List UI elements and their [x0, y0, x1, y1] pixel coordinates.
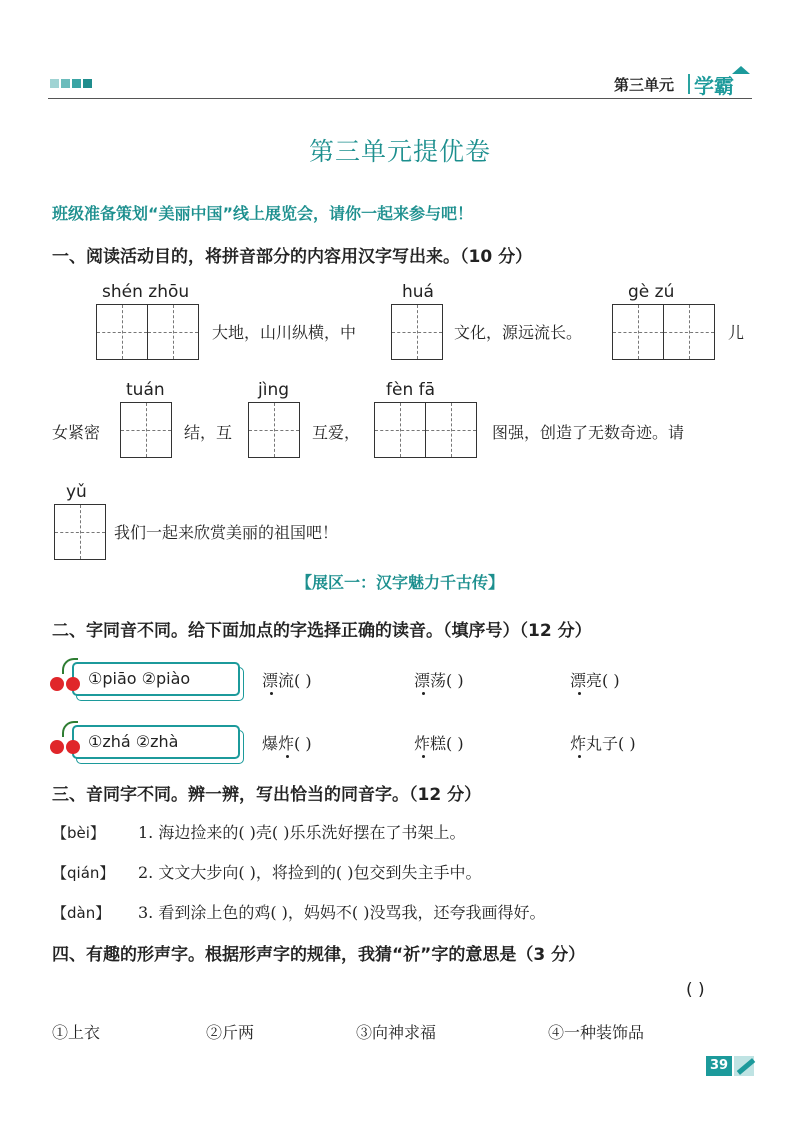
option-box-zha: ①zhá ②zhà — [72, 725, 240, 759]
q3-sentence-2: 2. 文文大步向( )，将捡到的( )包交到失主手中。 — [138, 863, 482, 882]
q3-sentence-3: 3. 看到涂上色的鸡( )，妈妈不( )没骂我，还夸我画得好。 — [138, 903, 546, 922]
cherry-stem-icon — [62, 658, 78, 674]
writing-box-jing[interactable] — [248, 402, 300, 458]
pinyin-jing: jìng — [258, 380, 290, 400]
writing-box-fenfa[interactable] — [374, 402, 477, 458]
q3-tag-dan: 【dàn】 — [52, 904, 111, 922]
header-square-2 — [61, 79, 70, 88]
cherry-icon — [50, 677, 64, 691]
pinyin-yu: yǔ — [66, 482, 87, 502]
emphasis-dot — [270, 692, 273, 695]
q4-choice-1: ①上衣 — [52, 1023, 101, 1042]
q1-text-4: 女紧密 — [52, 423, 101, 442]
header-divider — [688, 74, 690, 94]
header-square-3 — [72, 79, 81, 88]
q1-text-2: 文化，源远流长。 — [454, 323, 583, 342]
cherry-icon — [66, 677, 80, 691]
q1-text-6: 互爱， — [312, 423, 361, 442]
header-unit: 第三单元 — [614, 76, 675, 94]
writing-box-tuan[interactable] — [120, 402, 172, 458]
pinyin-hua: huá — [402, 282, 434, 302]
cherry-icon — [66, 740, 80, 754]
q1-text-8: 我们一起来欣赏美丽的祖国吧！ — [114, 523, 339, 542]
q3-tag-bei: 【bèi】 — [52, 824, 105, 842]
option-box-piao: ①piāo ②piào — [72, 662, 240, 696]
section-heading-1: 【展区一：汉字魅力千古传】 — [295, 573, 504, 592]
q1-text-3: 儿 — [728, 323, 745, 342]
q4-choice-2: ②斤两 — [206, 1023, 255, 1042]
q4-choice-4: ④一种装饰品 — [548, 1023, 645, 1042]
page-title: 第三单元提优卷 — [308, 137, 491, 166]
graduation-cap-icon — [732, 66, 750, 74]
pinyin-gezu: gè zú — [628, 282, 675, 302]
cherry-stem-icon — [62, 721, 78, 737]
pinyin-fenfa: fèn fā — [386, 380, 436, 400]
writing-box-yu[interactable] — [54, 504, 106, 560]
q2-word-piaodang: 漂荡( ) — [414, 671, 464, 690]
emphasis-dot — [578, 692, 581, 695]
pinyin-tuan: tuán — [126, 380, 165, 400]
q4-heading: 四、有趣的形声字。根据形声字的规律，我猜“祈”字的意思是（3 分） — [52, 945, 586, 965]
q1-text-1: 大地，山川纵横，中 — [212, 323, 357, 342]
emphasis-dot — [578, 755, 581, 758]
q4-answer-blank[interactable]: ( ) — [686, 980, 705, 1000]
q2-heading: 二、字同音不同。给下面加点的字选择正确的读音。（填序号）（12 分） — [52, 621, 592, 641]
q1-heading: 一、阅读活动目的，将拼音部分的内容用汉字写出来。（10 分） — [52, 247, 533, 267]
writing-box-gezu[interactable] — [612, 304, 715, 360]
cherry-icon — [50, 740, 64, 754]
writing-box-hua[interactable] — [391, 304, 443, 360]
emphasis-dot — [286, 755, 289, 758]
emphasis-dot — [422, 755, 425, 758]
q4-choice-3: ③向神求福 — [356, 1023, 437, 1042]
emphasis-dot — [422, 692, 425, 695]
pinyin-shenzhou: shén zhōu — [102, 282, 190, 302]
q1-text-7: 图强，创造了无数奇迹。请 — [492, 423, 685, 442]
q3-sentence-1: 1. 海边捡来的( )壳( )乐乐洗好摆在了书架上。 — [138, 823, 466, 842]
header-square-1 — [50, 79, 59, 88]
header-square-4 — [83, 79, 92, 88]
q3-tag-qian: 【qián】 — [52, 864, 115, 882]
header-rule — [48, 98, 752, 99]
q2-word-zhagao: 炸糕( ) — [414, 734, 464, 753]
q1-text-5: 结，互 — [184, 423, 233, 442]
q2-word-piaoliu: 漂流( ) — [262, 671, 312, 690]
intro-text: 班级准备策划“美丽中国”线上展览会，请你一起来参与吧！ — [52, 204, 474, 223]
q2-word-piaoliang: 漂亮( ) — [570, 671, 620, 690]
writing-box-shenzhou[interactable] — [96, 304, 199, 360]
q3-heading: 三、音同字不同。辨一辨，写出恰当的同音字。（12 分） — [52, 785, 482, 805]
q2-word-baozha: 爆炸( ) — [262, 734, 312, 753]
page-number: 39 — [706, 1056, 732, 1076]
q2-word-zhawanzi: 炸丸子( ) — [570, 734, 636, 753]
header-brand: 学霸 — [694, 74, 734, 98]
